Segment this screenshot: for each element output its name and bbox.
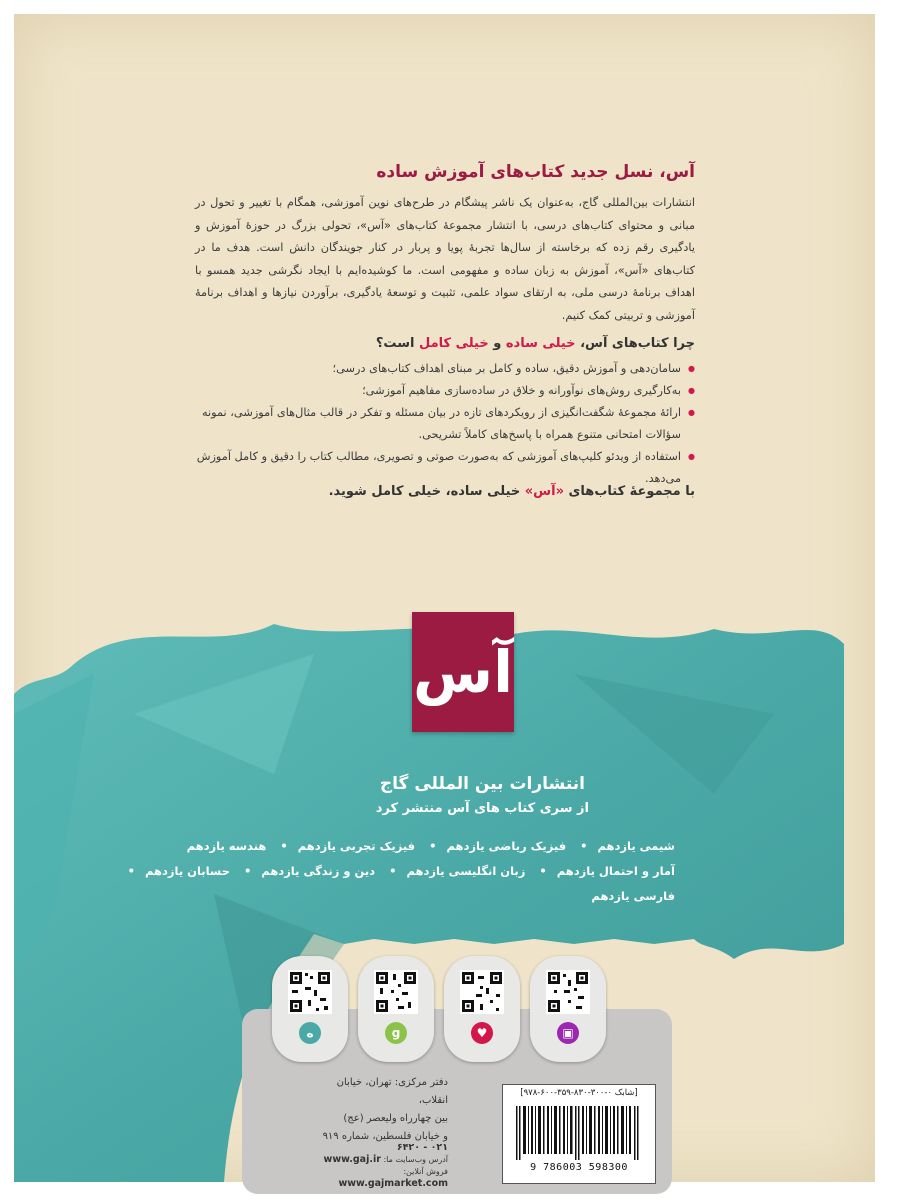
book-title: فارسی یازدهم: [591, 889, 675, 903]
book-title: فیزیک تجربی یازدهم: [297, 839, 416, 853]
site-label: آدرس وب‌سایت ما:: [383, 1155, 448, 1164]
feature-list: [195, 358, 695, 490]
qr-code-icon: [288, 970, 332, 1014]
qr-card-2[interactable]: [358, 956, 434, 1062]
barcode-icon: [514, 1106, 642, 1160]
book-title: شیمی یازدهم: [597, 839, 675, 853]
qr-code-icon: [460, 970, 504, 1014]
book-title: حسابان یازدهم: [145, 864, 230, 878]
aas-logo: آس: [412, 612, 514, 732]
contact-info: [308, 1142, 448, 1190]
address-line: دفتر مرکزی: تهران، خیابان انقلاب،: [336, 1077, 448, 1106]
barcode-number: 9 786003 598300: [530, 1162, 628, 1173]
intro-paragraph: انتشارات بین‌المللی گاج، به‌عنوان یک ناشر پیشگام در طرح‌های نوین آموزشی، همگام با تغییر و تحول در مبانی و محتوای کتاب‌های درسی، با انتشار مجموعهٔ کتاب‌های «آس»، تحولی بزرگ در حوزهٔ آموزش و یادگیری رقم زده که برخاسته از سال‌ها تجربهٔ پویا و پربار در کنار جویندگان دانش است. هدف ما در کتاب‌های «آس»، آموزش به زبان ساده و مفهومی است. ما کوشیده‌ایم با ایجاد نگرشی جدید همسو با اهداف برنامهٔ درسی ملی، به ارتقای سواد علمی، تثبیت و توسعهٔ یادگیری، برآوردن نیازها و اهداف برنامهٔ آموزشی و تربیتی کمک کنیم.: [195, 196, 695, 322]
qr-card-1[interactable]: [272, 956, 348, 1062]
closing-brand: «آس»: [524, 484, 564, 499]
qr-card-3[interactable]: [444, 956, 520, 1062]
why-prefix: چرا کتاب‌های آس،: [575, 336, 695, 351]
list-item: ● به‌کارگیری روش‌های نوآورانه و خلاق در ساده‌سازی مفاهیم آموزشی؛: [195, 380, 695, 402]
app-icon: ▣: [557, 1022, 579, 1044]
isbn-text: [شابک ۰-۳۰۰-۸۳۰-۳۵۹-۶۰۰-۹۷۸]: [520, 1088, 638, 1098]
book-titles: [115, 834, 675, 909]
qr-card-4[interactable]: [530, 956, 606, 1062]
leaf-icon: ه: [299, 1022, 321, 1044]
book-title: دین و زندگی یازدهم: [261, 864, 376, 878]
publisher-name: انتشارات بین المللی گاج: [379, 774, 585, 794]
office-address: [308, 1074, 448, 1146]
titles-row-2: آمار و احتمال یازدهم• زبان انگلیسی یازدهم• دین و زندگی یازدهم• حسابان یازدهم• فارسی یازدهم: [115, 859, 675, 909]
address-line: بین چهارراه ولیعصر (عج): [343, 1113, 448, 1124]
qr-code-icon: [374, 970, 418, 1014]
list-item: ● سامان‌دهی و آموزش دقیق، ساده و کامل بر مبنای اهداف کتاب‌های درسی؛: [195, 358, 695, 380]
book-title: هندسه یازدهم: [186, 839, 267, 853]
book-title: زبان انگلیسی یازدهم: [406, 864, 526, 878]
main-heading: آس، نسل جدید کتاب‌های آموزش ساده: [376, 162, 695, 182]
g-icon: g: [385, 1022, 407, 1044]
shop-link[interactable]: www.gajmarket.com: [338, 1178, 448, 1189]
website-link[interactable]: www.gaj.ir: [323, 1154, 381, 1165]
book-back-cover: [14, 14, 875, 1189]
address-line: و خیابان فلسطین، شماره ۹۱۹: [322, 1131, 448, 1142]
book-title: آمار و احتمال یازدهم: [556, 864, 675, 878]
why-simple: خیلی ساده: [505, 336, 576, 351]
why-suffix: است؟: [375, 336, 419, 351]
list-item: ● استفاده از ویدئو کلیپ‌های آموزشی که به‌صورت صوتی و تصویری، مطالب کتاب را دقیق و کامل آموزش می‌دهد.: [195, 446, 695, 490]
why-heading: [195, 336, 695, 351]
shop-label: فروش آنلاین:: [403, 1167, 448, 1176]
list-item: ● ارائهٔ مجموعهٔ شگفت‌انگیزی از رویکردهای تازه در بیان مسئله و تفکر در قالب مثال‌های آموزشی، نمونه سؤالات امتحانی متنوع همراه با پاسخ‌های کاملاً تشریحی.: [195, 402, 695, 446]
why-complete: خیلی کامل: [418, 336, 489, 351]
closing-prefix: با مجموعهٔ کتاب‌های: [563, 484, 695, 499]
book-title: فیزیک ریاضی یازدهم: [446, 839, 567, 853]
qr-code-icon: [546, 970, 590, 1014]
titles-row-1: شیمی یازدهم• فیزیک ریاضی یازدهم• فیزیک تجربی یازدهم• هندسه یازدهم: [115, 834, 675, 859]
publisher-subtitle: از سری کتاب های آس منتشر کرد: [375, 801, 589, 816]
closing-suffix: خیلی ساده، خیلی کامل شوید.: [328, 484, 525, 499]
closing-line: [195, 484, 695, 499]
phone-number: ۰۲۱ - ۶۴۲۰: [396, 1142, 448, 1153]
heart-icon: ♥: [471, 1022, 493, 1044]
why-and: و: [488, 336, 506, 351]
